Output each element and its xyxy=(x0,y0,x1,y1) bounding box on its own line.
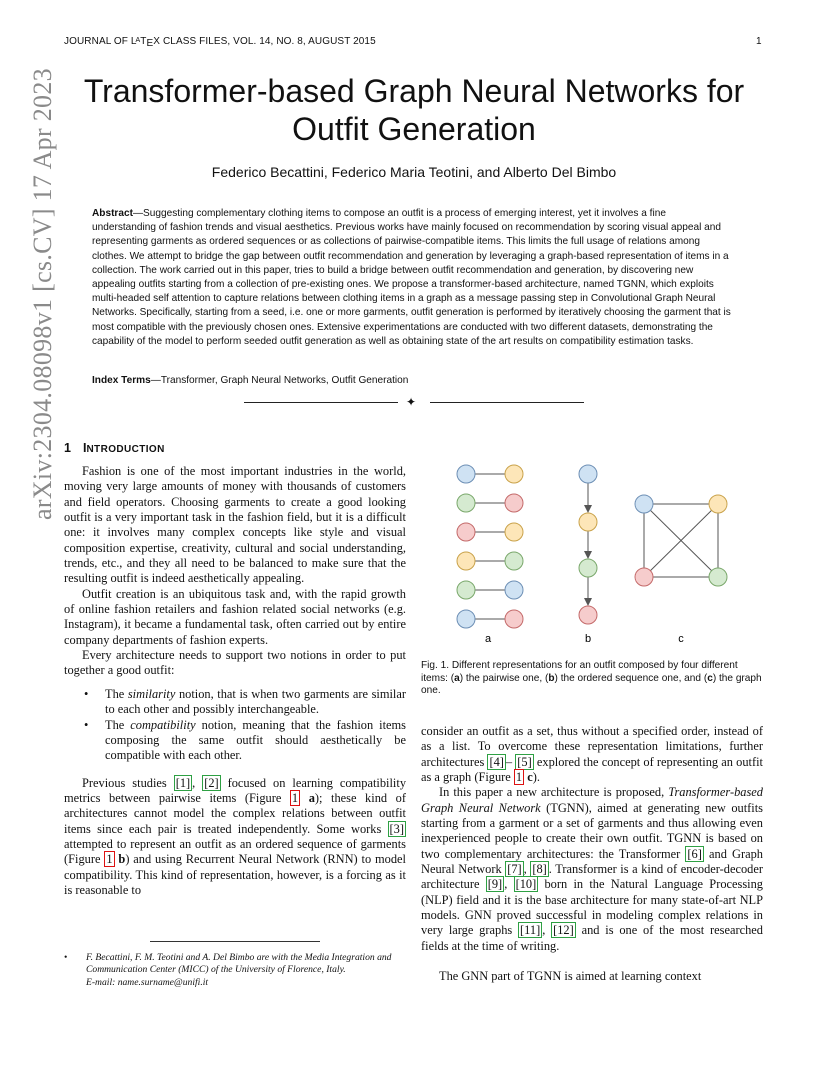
figure-link[interactable]: 1 xyxy=(515,770,523,785)
panel-label-b: b xyxy=(584,633,592,645)
citation-link[interactable]: [5] xyxy=(517,754,532,769)
figure-link[interactable]: 1 xyxy=(291,790,299,805)
page-number: 1 xyxy=(756,36,762,47)
separator-rule-left xyxy=(244,402,398,403)
footnote-affiliation: F. Becattini, F. M. Teotini and A. Del Bimbo are with the Media Integration and Communication Center (MICC) of the University of Florence, Italy. xyxy=(86,952,392,976)
graph-node-green xyxy=(579,559,597,577)
figure-panel-b xyxy=(579,465,597,624)
list-item: • The similarity notion, that is when two garments are similar to each other and possibly interchangeable. xyxy=(64,687,406,718)
graph-node-green xyxy=(457,494,475,512)
citation-link[interactable]: [3] xyxy=(389,821,404,836)
paragraph: In this paper a new architecture is proposed, Transformer-based Graph Neural Network (TGNN), aimed at generating new outfits starting from a garment or a set of garments and thus allowing even inexperienced people to create their own outfit. TGNN is based on two complementary architectures: the Transformer [6] and Graph Neural Network [7] , [8] . Transformer is a kind of encoder-decoder architecture [9] , [10] born in the Natural Language Processing (NLP) field and it is the base architecture for many state-of-art NLP models. GNN proved successful in modeling complex relations in very large graphs [11] , [12] and is one of the most researched fields at the time of writing. xyxy=(421,785,763,953)
graph-node-blue xyxy=(635,495,653,513)
paper-title: Transformer-based Graph Neural Networks for Outfit Generation xyxy=(83,73,745,147)
graph-node-blue xyxy=(579,465,597,483)
paragraph: The GNN part of TGNN is aimed at learning context xyxy=(439,969,702,984)
figure-outfit-representations xyxy=(438,452,774,648)
graph-node-yellow xyxy=(709,495,727,513)
citation-link[interactable]: [8] xyxy=(532,862,547,877)
graph-node-red xyxy=(505,610,523,628)
citation-link[interactable]: [1] xyxy=(175,775,191,790)
panel-label-a: a xyxy=(484,633,492,645)
citation-link[interactable]: [11] xyxy=(520,923,541,938)
graph-node-blue xyxy=(457,465,475,483)
graph-node-red xyxy=(457,523,475,541)
abstract xyxy=(92,207,732,349)
graph-node-yellow xyxy=(579,513,597,531)
graph-node-green xyxy=(505,552,523,570)
right-column xyxy=(421,724,763,985)
citation-link[interactable]: [6] xyxy=(687,846,702,861)
graph-node-yellow xyxy=(457,552,475,570)
notion-list xyxy=(64,687,406,764)
paragraph: Outfit creation is an ubiquitous task and, with the rapid growth of online fashion retailers and fashion related social networks (e.g. Instagram), it became a fundamental task, often carried out by entire company departments of fashion experts. xyxy=(64,586,406,647)
footnote-email: E-mail: name.surname@unifi.it xyxy=(86,976,209,988)
separator-rule-right xyxy=(430,402,584,403)
graph-node-red xyxy=(505,494,523,512)
footnote-bullet: • xyxy=(64,952,68,963)
figure-link[interactable]: 1 xyxy=(106,852,113,867)
graph-node-yellow xyxy=(505,465,523,483)
paragraph: Fashion is one of the most important industries in the world, moving very large amounts of money with thousands of customers and field operators. Choosing garments to create a good looking outfit is a very important task in the fashion field, but it is a difficult one: it involves many complex concepts like style and visual composition expertise, creativity, cultural and social understanding, trends, etc., and they all need to be balanced to make sure that the resulting outfit is indeed aesthetically appealing. xyxy=(64,464,406,586)
graph-node-green xyxy=(709,568,727,586)
paragraph: consider an outfit as a set, thus without a specified order, instead of as a list. To overcome these representation limitations, further architectures [4] – [5] explored the concept of representing an outfit as a graph (Figure 1 c). xyxy=(421,724,763,785)
graph-node-green xyxy=(457,581,475,599)
footnote xyxy=(64,952,406,989)
index-terms-text: —Transformer, Graph Neural Networks, Outfit Generation xyxy=(150,375,409,386)
left-column xyxy=(64,464,406,898)
running-header: JOURNAL OF $L^ATEX$ CLASS FILES, VOL. 14, NO. 8, AUGUST 2015 xyxy=(64,36,376,49)
graph-node-red xyxy=(579,606,597,624)
paragraph: Previous studies [1] , [2] focused on learning compatibility metrics between pairwise items (Figure 1 a); these kind of architectures cannot model the complex relations between outfit items since each pair is treated independently. Some works [3] attempted to represent an outfit as an ordered sequence of garments (Figure 1 b) and using Recurrent Neural Network (RNN) to model compatibility. This kind of representation, however, is a forcing as it is reasonable to xyxy=(64,775,407,897)
figure-panel-a xyxy=(457,465,523,628)
graph-node-yellow xyxy=(505,523,523,541)
graph-node-blue xyxy=(505,581,523,599)
citation-link[interactable]: [4] xyxy=(489,754,504,769)
figure-caption: Fig. 1. Different representations for an outfit composed by four different items: (a) the pairwise one, (b) the ordered sequence one, and (c) the graph one. xyxy=(421,660,762,697)
list-item: • The compatibility notion, meaning that the fashion items composing the same outfit should aesthetically be compatible with each other. xyxy=(64,718,406,764)
section-heading: 1 INTRODUCTION xyxy=(64,441,165,455)
graph-node-red xyxy=(635,568,653,586)
abstract-text: —Suggesting complementary clothing items to compose an outfit is a process of emerging interest, yet it involves a fine understanding of fashion trends and visual aesthetics. Previous works have mainly focused on recommendation by scoring visual appeal and representing garments as ordered sequences or as collections of pairwise-compatible items. This limits the full usage of relations among clothes. We attempt to bridge the gap between outfit recommendation and generation by leveraging a graph-based representation of items in a collection. The work carried out in this paper, tries to build a bridge between outfit recommendation and generation, by discovering new appealing outfits starting from a collection of pre-existing ones. We propose a transformer-based architecture, named TGNN, which exploits multi-headed self attention to capture relations between clothing items in a graph as a message passing step in Convolutional Graph Neural Networks. Specifically, starting from a seed, i.e. one or more garments, outfit generation is performed by iteratively choosing the garment that is most compatible with the previously chosen ones. Extensive experimentations are conducted with two different datasets, demonstrating the capability of the model to perform seeded outfit generation as well as obtaining state of the art results on compatibility estimation tasks. xyxy=(92,208,731,347)
abstract-label: Abstract xyxy=(92,208,133,219)
citation-link[interactable]: [7] xyxy=(507,862,522,877)
citation-link[interactable]: [10] xyxy=(515,877,537,892)
separator-diamond-icon: ✦ xyxy=(406,395,417,409)
index-terms-label: Index Terms xyxy=(92,375,151,386)
panel-label-c: c xyxy=(678,633,684,645)
arxiv-stamp: arXiv:2304.08098v1 [cs.CV] 17 Apr 2023 xyxy=(28,68,57,520)
footnote-rule xyxy=(150,941,320,942)
graph-node-blue xyxy=(457,610,475,628)
paragraph: Every architecture needs to support two notions in order to put together a good outfit: xyxy=(64,648,406,678)
index-terms xyxy=(92,375,732,386)
figure-panel-c xyxy=(635,495,727,586)
citation-link[interactable]: [9] xyxy=(487,877,503,892)
citation-link[interactable]: [2] xyxy=(204,775,219,790)
author-list: Federico Becattini, Federico Maria Teotini, and Alberto Del Bimbo xyxy=(211,164,617,180)
section-number: 1 xyxy=(64,441,71,455)
citation-link[interactable]: [12] xyxy=(553,923,574,938)
